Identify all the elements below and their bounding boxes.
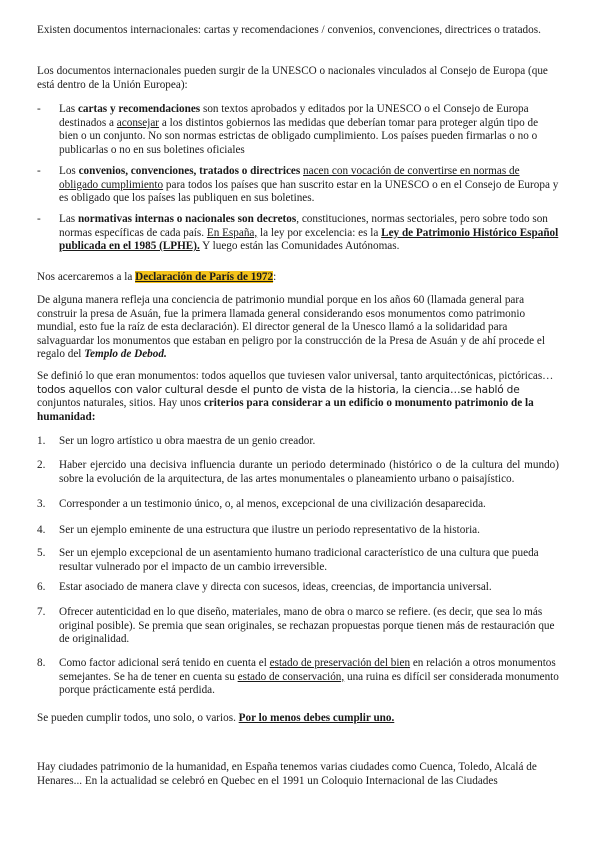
paragraph-declaracion: Nos acercaremos a la Declaración de París de 1972: xyxy=(37,271,277,283)
bullet-dash: - xyxy=(37,165,41,177)
bullet-convenios xyxy=(37,165,559,206)
paragraph-intro: Existen documentos internacionales: cartas y recomendaciones / convenios, convenciones, directrices o tratados. xyxy=(37,24,541,36)
criterion-5: 5. Ser un ejemplo excepcional de un asentamiento humano tradicional característico de una cultura que pueda resultar vulnerado por el impacto de un cambio irreversible. xyxy=(37,547,539,573)
criterion-1: 1. Ser un logro artístico u obra maestra de un genio creador. xyxy=(37,435,316,447)
paragraph-cumplir: Se pueden cumplir todos, uno solo, o varios. Por lo menos debes cumplir uno. xyxy=(37,712,395,724)
criterion-4: 4. Ser un ejemplo eminente de una estructura que ilustre un periodo representativo de la historia. xyxy=(37,524,480,536)
bullet-dash: - xyxy=(37,213,41,225)
criterion-3: 3. Corresponder a un testimonio único, o, al menos, excepcional de una civilización desaparecida. xyxy=(37,498,486,510)
paragraph-sources: Los documentos internacionales pueden surgir de la UNESCO o nacionales vinculados al Consejo de Europa (que está dentro de la Unión Europea): xyxy=(37,65,548,91)
criterion-7: 7. Ofrecer autenticidad en lo que diseño, materiales, mano de obra o marco se refiere. (es decir, que sea lo más original posible). Se premia que sean originales, se rechazan propuestas porque tienen más de restauración que de originalidad. xyxy=(37,606,555,646)
paragraph-ciudades: Hay ciudades patrimonio de la humanidad, en España tenemos varias ciudades como Cuenca, Toledo, Alcalá de Henares... En la actualidad se celebró en Quebec en el 1991 un Coloquio Internacional de las Ciudades xyxy=(37,761,537,787)
criterion-8-text: Como factor adicional será tenido en cuenta el estado de preservación del bien en relación a otros monumentos semejantes. Se ha de tener en cuenta su estado de conservación, una ruina es difícil ser considerada monumento porque prácticamente está perdida. xyxy=(59,657,559,697)
bullet-text: Las cartas y recomendaciones son textos aprobados y editados por la UNESCO o el Consejo de Europa destinados a aconsejar a los distintos gobiernos las medidas que deberían tomar para proteger algún tipo de bien o un conjunto. No son normas estrictas de obligado cumplimiento. Los países pueden firmarlas o no o publicarlas o no en sus boletines oficiales xyxy=(59,103,539,156)
bullet-text: Los convenios, convenciones, tratados o directrices nacen con vocación de convertirse en normas de obligado cumplimiento para todos los países que han suscrito estar en la UNESCO o en el Consejo de Europa y es obligado que los países las publiquen en sus boletines. xyxy=(59,165,559,205)
paragraph-monumentos: Se definió lo que eran monumentos: todos aquellos que tuviesen valor universal, tanto arquitectónicas, pictóricas… todos aquellos con valor cultural desde el punto de vista de la historia, la ciencia…se habló de conjuntos naturales, sitios. Hay unos criterios para considerar a un edificio o monumento patrimonio de la humanidad: xyxy=(37,370,554,423)
bullet-cartas xyxy=(37,103,559,157)
bullet-text: Las normativas internas o nacionales son decretos, constituciones, normas sectoriales, pero sobre todo son normas específicas de cada país. En España, la ley por excelencia: es la Ley de Patrimonio Histórico Español publicada en el 1985 (LPHE). Y luego están las Comunidades Autónomas. xyxy=(59,213,559,253)
criterion-2: 2. Haber ejercido una decisiva influencia durante un periodo determinado (histórico o de la cultura del mundo) sobre la evolución de la arquitectura, de las artes monumentales o planeamiento urbano o paisajístico. xyxy=(37,459,559,485)
criterion-8: 8. Como factor adicional será tenido en cuenta el estado de preservación del bien en relación a otros monumentos semejantes. Se ha de tener en cuenta su estado de conservación, una ruina es difícil ser considerada monumento porque prácticamente está perdida. xyxy=(37,657,559,697)
bullet-normativas xyxy=(37,213,559,254)
paragraph-conciencia: De alguna manera refleja una conciencia de patrimonio mundial porque en los años 60 (llamada general para construir la presa de Asuán, fue la primera llamada general considerando esos monumentos como patrimonio mundial, esto fue la raíz de esta declaración). El director general de la Unesco llamó a la solidaridad para salvaguardar los monumentos que estaban en peligro por la construcción de la Presa de Asuán y de ahí procede el regalo del Templo de Debod. xyxy=(37,294,545,361)
criterion-6: 6. Estar asociado de manera clave y directa con sucesos, ideas, creencias, de importancia universal. xyxy=(37,581,492,593)
bullet-dash: - xyxy=(37,103,41,115)
highlighted-declaracion: Declaración de París de 1972 xyxy=(135,271,274,283)
